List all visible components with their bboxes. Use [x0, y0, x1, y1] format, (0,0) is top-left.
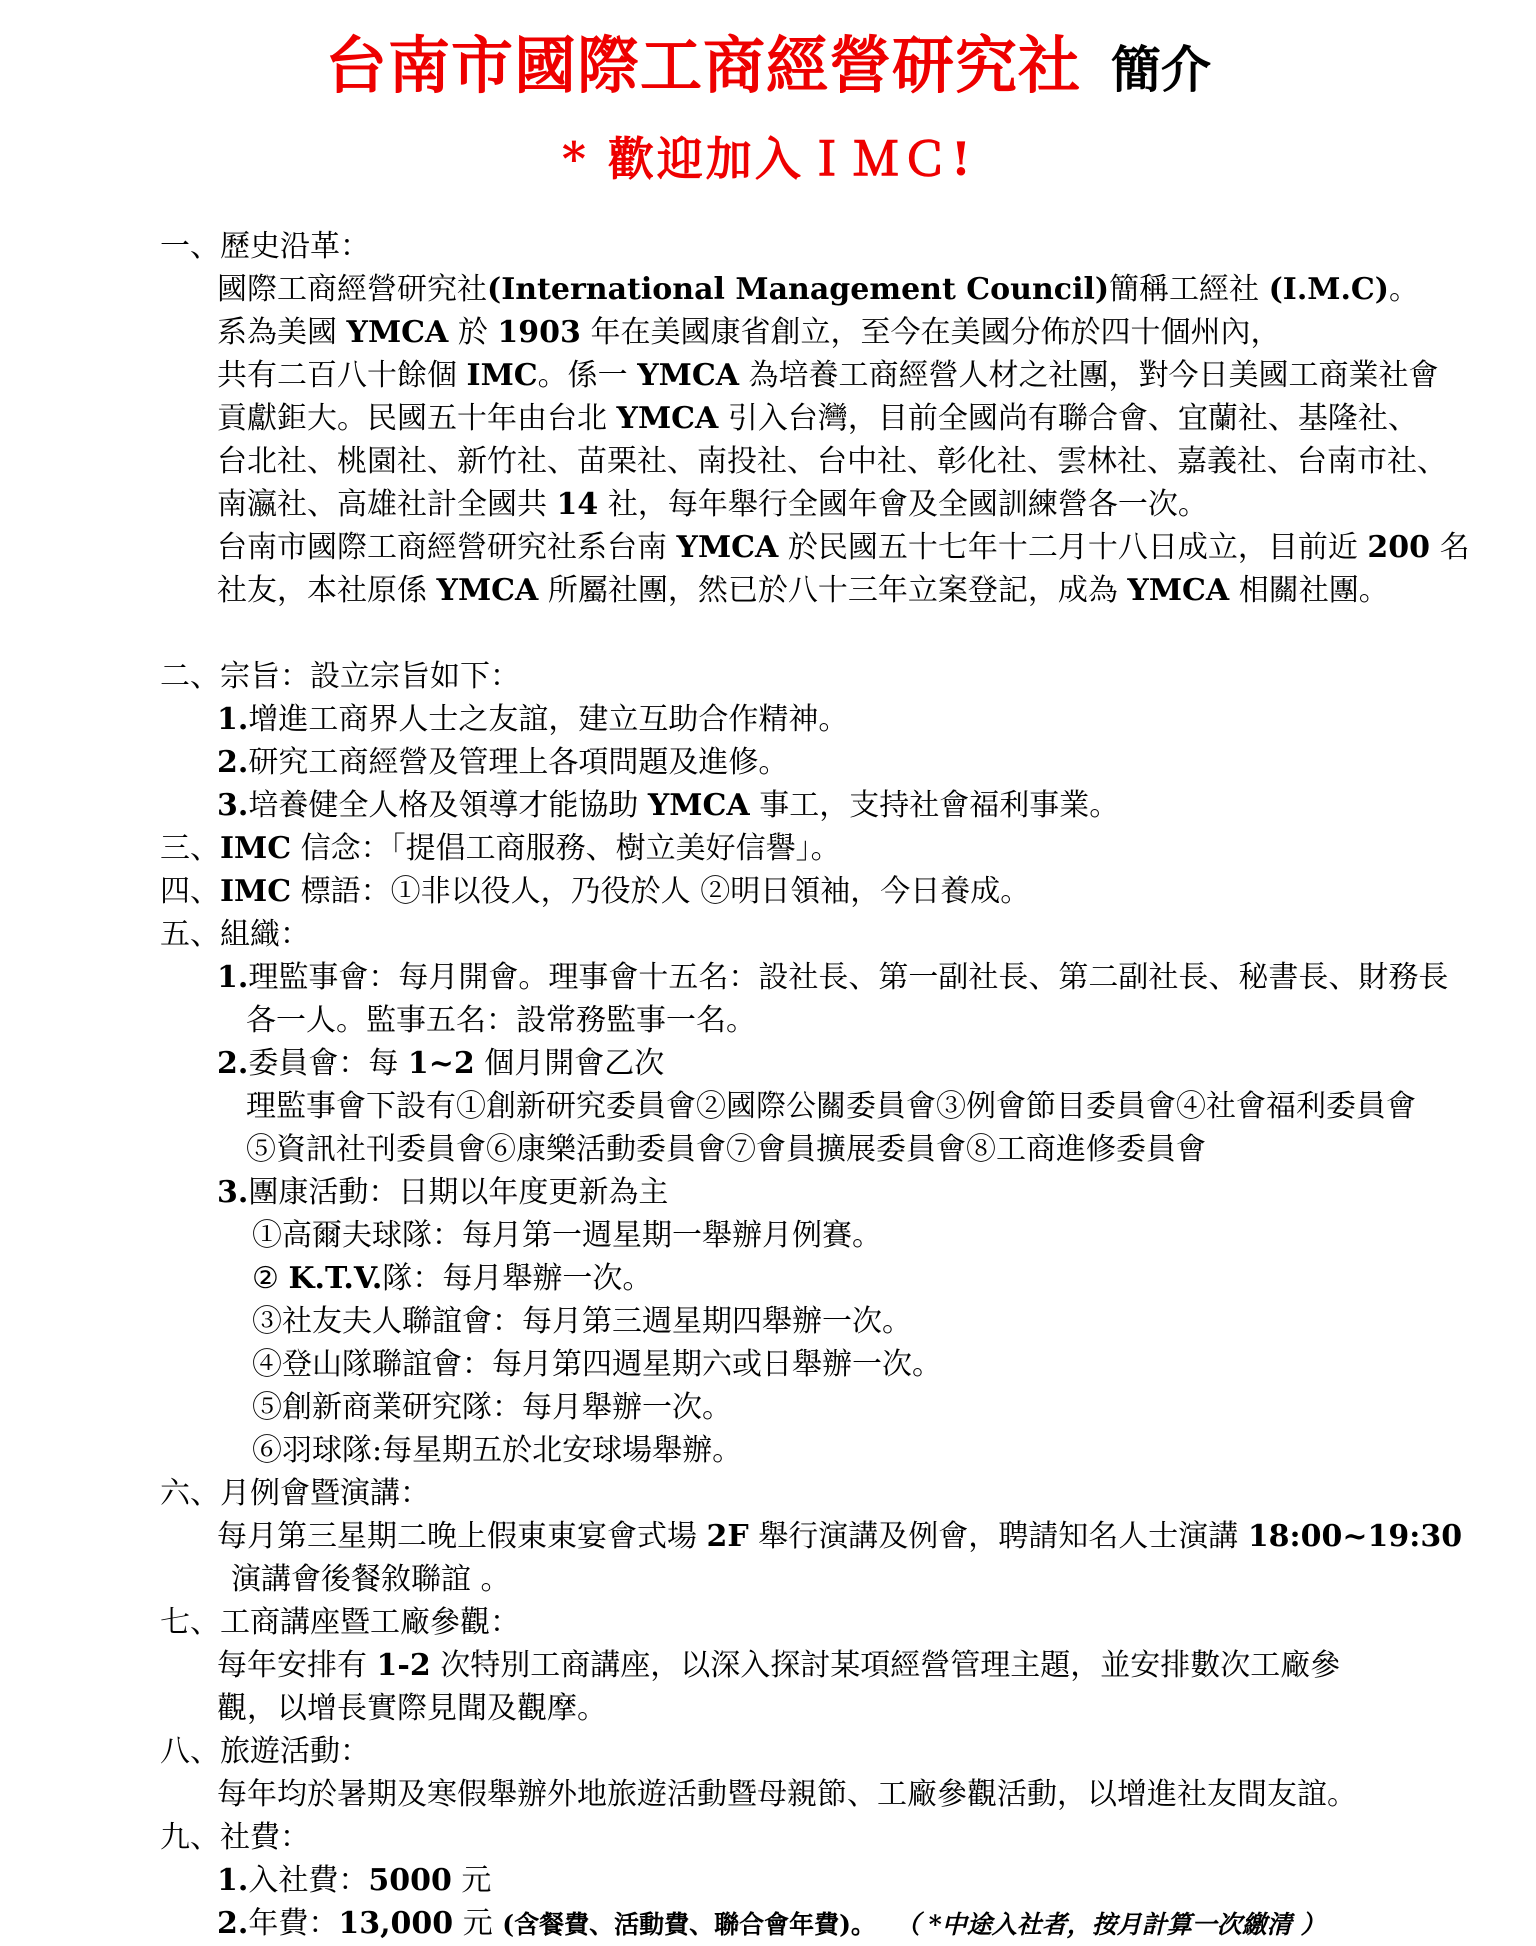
text-line [0, 1730, 1536, 1773]
text-segment: 舉行演講及例會，聘請知名人士演講 [748, 1519, 1248, 1554]
text-segment: 五、組織： [160, 917, 310, 952]
text-segment: 信念：「提倡工商服務、樹立美好信譽」。 [291, 831, 841, 866]
document-body [0, 225, 1536, 1946]
text-segment: 一、歷史沿革： [160, 229, 370, 264]
text-line [0, 913, 1536, 956]
welcome-subtitle: * 歡迎加入ＩＭＣ! [561, 132, 975, 186]
text-segment: 次特別工商講座，以深入探討某項經營管理主題，並安排數次工廠參 [430, 1648, 1341, 1683]
text-segment: 所屬社團，然已於八十三年立案登記，成為 [538, 573, 1128, 608]
text-line [0, 1601, 1536, 1644]
subtitle-line [0, 130, 1536, 199]
text-segment: YMCA [436, 573, 539, 608]
text-line [0, 1472, 1536, 1515]
text-line [0, 827, 1536, 870]
text-line [0, 225, 1536, 268]
text-line [0, 1085, 1536, 1128]
text-line [0, 956, 1536, 999]
page-title-main: 台南市國際工商經營研究社 [324, 29, 1081, 102]
text-line [0, 569, 1536, 612]
text-segment: (含餐費、活動費、聯合會年費)。 [502, 1910, 876, 1939]
text-segment: 委員會：每 [248, 1046, 408, 1081]
text-line [0, 655, 1536, 698]
text-segment: YMCA [346, 315, 449, 350]
text-segment: 元 [451, 1863, 492, 1898]
text-segment: 觀，以增長實際見聞及觀摩。 [217, 1691, 607, 1726]
text-segment: ⑥羽球隊:每星期五於北安球場舉辦。 [252, 1433, 743, 1468]
text-line [0, 1773, 1536, 1816]
text-segment: 1903 [497, 315, 581, 350]
text-segment: YMCA [616, 401, 719, 436]
text-segment: (I.M.C) [1268, 272, 1390, 307]
text-segment: 社，每年舉行全國年會及全國訓練營各一次。 [598, 487, 1208, 522]
text-segment: 1. [217, 702, 249, 737]
text-line [0, 1257, 1536, 1300]
text-line [0, 784, 1536, 827]
text-segment: 元 [453, 1906, 503, 1941]
text-segment: 增進工商界人士之友誼，建立互助合作精神。 [248, 702, 849, 737]
text-segment [876, 1906, 895, 1941]
text-line [0, 1300, 1536, 1343]
text-segment: 相關社團。 [1229, 573, 1389, 608]
text-segment: 2. [217, 745, 249, 780]
text-line [0, 397, 1536, 440]
text-segment: 南瀛社、高雄社計全國共 [217, 487, 557, 522]
text-segment: 1~2 [407, 1046, 475, 1081]
text-segment: 社友，本社原係 [217, 573, 437, 608]
text-line [0, 1042, 1536, 1085]
text-segment: （ *中途入社者，按月計算一次繳清 ） [894, 1910, 1326, 1939]
text-segment: 。係一 [537, 358, 638, 393]
text-segment: (International Management Council) [487, 272, 1110, 307]
text-segment: 理監事會：每月開會。理事會十五名：設社長、第一副社長、第二副社長、秘書長、財務長 [248, 960, 1449, 995]
text-segment: 2. [217, 1906, 249, 1941]
text-segment: 隊：每月舉辦一次。 [382, 1261, 653, 1296]
text-segment: 於 [448, 315, 498, 350]
text-segment: ② [252, 1261, 289, 1296]
text-segment: 國際工商經營研究社 [217, 272, 487, 307]
text-segment: 2. [217, 1046, 249, 1081]
text-segment: 3. [217, 788, 249, 823]
text-line [0, 1515, 1536, 1558]
text-segment: K.T.V. [288, 1261, 383, 1296]
text-line [0, 1687, 1536, 1730]
text-segment: 年費： [248, 1906, 339, 1941]
text-segment: 14 [556, 487, 599, 522]
text-segment: 演講會後餐敘聯誼 。 [231, 1562, 511, 1597]
text-line [0, 1214, 1536, 1257]
text-segment: 引入台灣，目前全國尚有聯合會、宜蘭社、基隆社、 [718, 401, 1418, 436]
text-line [0, 268, 1536, 311]
text-line [0, 483, 1536, 526]
text-segment: 年在美國康省創立，至今在美國分佈於四十個州內， [580, 315, 1281, 350]
text-segment: 理監事會下設有①創新研究委員會②國際公關委員會③例會節目委員會④社會福利委員會 [246, 1089, 1416, 1124]
text-line [0, 526, 1536, 569]
text-line [0, 1343, 1536, 1386]
text-segment: 200 [1367, 530, 1431, 565]
text-segment: 三、 [160, 831, 220, 866]
text-segment: 1. [217, 1863, 249, 1898]
text-line [0, 1386, 1536, 1429]
text-segment: 團康活動：日期以年度更新為主 [248, 1175, 669, 1210]
text-line [0, 1644, 1536, 1687]
text-segment: 每年安排有 [217, 1648, 377, 1683]
text-line [0, 311, 1536, 354]
text-segment: 台北社、桃園社、新竹社、苗栗社、南投社、台中社、彰化社、雲林社、嘉義社、台南市社、 [217, 444, 1447, 479]
text-segment: 1. [217, 960, 249, 995]
blank-line [0, 612, 1536, 655]
text-segment: YMCA [647, 788, 750, 823]
text-segment: 七、工商講座暨工廠參觀： [160, 1605, 520, 1640]
page-title [0, 26, 1536, 116]
text-segment: 四、 [160, 874, 220, 909]
text-segment: ①高爾夫球隊：每月第一週星期一舉辦月例賽。 [252, 1218, 882, 1253]
text-segment: 共有二百八十餘個 [217, 358, 467, 393]
text-segment: 研究工商經營及管理上各項問題及進修。 [248, 745, 789, 780]
text-segment: 名 [1430, 530, 1470, 565]
text-segment: 培養健全人格及領導才能協助 [248, 788, 648, 823]
text-line [0, 999, 1536, 1042]
text-segment: 於民國五十七年十二月十八日成立，目前近 [778, 530, 1368, 565]
text-segment: 各一人。監事五名：設常務監事一名。 [246, 1003, 756, 1038]
text-segment: 13,000 [338, 1906, 454, 1941]
title-block [0, 26, 1536, 199]
text-segment: 簡稱工經社 [1109, 272, 1269, 307]
text-segment: IMC [220, 831, 292, 866]
text-segment: 每月第三星期二晚上假東東宴會式場 [217, 1519, 707, 1554]
text-segment: 系為美國 [217, 315, 347, 350]
text-line [0, 1171, 1536, 1214]
text-segment: ⑤資訊社刊委員會⑥康樂活動委員會⑦會員擴展委員會⑧工商進修委員會 [246, 1132, 1206, 1167]
text-segment: 5000 [368, 1863, 452, 1898]
text-line [0, 354, 1536, 397]
text-segment: ③社友夫人聯誼會：每月第三週星期四舉辦一次。 [252, 1304, 912, 1339]
text-segment: IMC [220, 874, 292, 909]
text-segment: 18:00~19:30 [1247, 1519, 1463, 1554]
text-segment: ⑤創新商業研究隊：每月舉辦一次。 [252, 1390, 732, 1425]
text-segment: YMCA [1127, 573, 1230, 608]
text-segment: YMCA [676, 530, 779, 565]
text-line [0, 1128, 1536, 1171]
text-segment: 1-2 [376, 1648, 431, 1683]
text-segment: 六、月例會暨演講： [160, 1476, 430, 1511]
text-segment: 標語：①非以役人，乃役於人 ②明日領袖，今日養成。 [291, 874, 1031, 909]
page-title-suffix: 簡介 [1111, 40, 1211, 99]
text-line [0, 698, 1536, 741]
text-segment: 事工，支持社會福利事業。 [749, 788, 1120, 823]
text-line [0, 1429, 1536, 1472]
text-segment: 。 [1389, 272, 1420, 307]
text-segment: 每年均於暑期及寒假舉辦外地旅遊活動暨母親節、工廠參觀活動，以增進社友間友誼。 [217, 1777, 1357, 1812]
text-segment: 3. [217, 1175, 249, 1210]
text-segment: 貢獻鉅大。民國五十年由台北 [217, 401, 617, 436]
text-segment: 入社費： [248, 1863, 369, 1898]
text-line [0, 870, 1536, 913]
text-line [0, 1859, 1536, 1902]
text-segment: 台南市國際工商經營研究社系台南 [217, 530, 677, 565]
text-line [0, 741, 1536, 784]
text-line [0, 440, 1536, 483]
text-segment: 二、宗旨：設立宗旨如下： [160, 659, 520, 694]
text-segment: 九、社費： [160, 1820, 310, 1855]
text-segment: 八、旅遊活動： [160, 1734, 370, 1769]
text-segment: IMC [466, 358, 538, 393]
text-segment: 為培養工商經營人材之社團，對今日美國工商業社會 [739, 358, 1439, 393]
text-line [0, 1902, 1536, 1946]
text-segment: 2F [706, 1519, 749, 1554]
text-segment: 個月開會乙次 [474, 1046, 665, 1081]
text-segment: ④登山隊聯誼會：每月第四週星期六或日舉辦一次。 [252, 1347, 942, 1382]
text-segment: YMCA [637, 358, 739, 393]
text-line [0, 1816, 1536, 1859]
text-line [0, 1558, 1536, 1601]
